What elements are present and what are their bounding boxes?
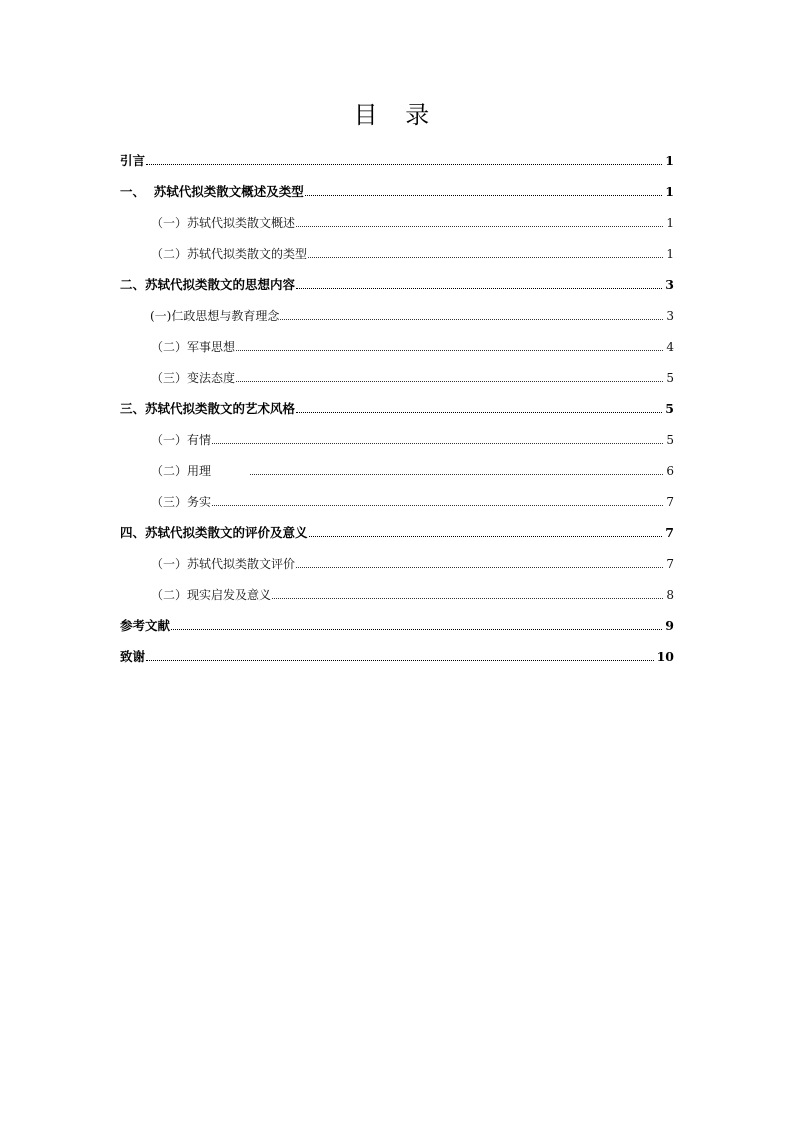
- toc-leader-dots: [296, 567, 663, 568]
- toc-entry-label: （二）军事思想: [151, 340, 236, 354]
- toc-entry-label: (一)仁政思想与教育理念: [150, 309, 280, 323]
- toc-entry-chapter-1[interactable]: [120, 170, 674, 201]
- toc-entry-page: 5: [666, 371, 674, 385]
- toc-leader-dots: [146, 660, 654, 661]
- toc-entry-label: （一）苏轼代拟类散文评价: [151, 557, 296, 571]
- toc-leader-dots: [250, 474, 663, 475]
- toc-leader-dots: [212, 443, 663, 444]
- toc-entry-section-2-1[interactable]: [120, 294, 674, 325]
- toc-entry-page: 1: [666, 247, 674, 261]
- toc-entry-section-2-2[interactable]: [120, 325, 674, 356]
- table-of-contents: [120, 139, 674, 666]
- toc-leader-dots: [305, 195, 663, 196]
- toc-entry-label: 二、苏轼代拟类散文的思想内容: [120, 277, 296, 292]
- toc-entry-page: 6: [666, 464, 674, 478]
- toc-entry-page: 1: [665, 153, 674, 168]
- toc-entry-label: 参考文献: [120, 618, 171, 633]
- toc-entry-label: 四、苏轼代拟类散文的评价及意义: [120, 525, 308, 540]
- toc-entry-page: 1: [665, 184, 674, 199]
- toc-entry-label: 引言: [120, 153, 146, 168]
- toc-entry-page: 7: [665, 525, 674, 540]
- toc-leader-dots: [212, 505, 663, 506]
- toc-entry-label: （一）有情: [151, 433, 212, 447]
- toc-entry-chapter-2[interactable]: [120, 263, 674, 294]
- toc-entry-page: 3: [666, 309, 674, 323]
- toc-entry-page: 4: [666, 340, 674, 354]
- toc-entry-page: 9: [665, 618, 674, 633]
- toc-entry-chapter-3[interactable]: [120, 387, 674, 418]
- toc-entry-label: 三、苏轼代拟类散文的艺术风格: [120, 401, 296, 416]
- toc-entry-page: 8: [666, 588, 674, 602]
- page-title: 目 录: [353, 101, 440, 129]
- toc-entry-label: （三）务实: [151, 495, 212, 509]
- toc-entry-label: （二）用理: [151, 464, 212, 478]
- toc-entry-references[interactable]: [120, 604, 674, 635]
- toc-leader-dots: [272, 598, 663, 599]
- toc-entry-label: （一）苏轼代拟类散文概述: [151, 216, 296, 230]
- toc-entry-introduction[interactable]: [120, 139, 674, 170]
- toc-leader-dots: [296, 412, 662, 413]
- toc-entry-label: 一、 苏轼代拟类散文概述及类型: [120, 184, 304, 199]
- toc-leader-dots: [309, 536, 663, 537]
- toc-entry-section-2-3[interactable]: [120, 356, 674, 387]
- toc-leader-dots: [296, 288, 662, 289]
- toc-entry-page: 3: [665, 277, 674, 292]
- toc-leader-dots: [236, 350, 663, 351]
- toc-entry-label: （二）现实启发及意义: [151, 588, 272, 602]
- toc-entry-section-1-1[interactable]: [120, 201, 674, 232]
- toc-entry-section-3-2[interactable]: [120, 449, 674, 480]
- toc-entry-page: 1: [666, 216, 674, 230]
- toc-leader-dots: [296, 226, 663, 227]
- toc-entry-section-3-1[interactable]: [120, 418, 674, 449]
- toc-leader-dots: [308, 257, 663, 258]
- toc-leader-dots: [171, 629, 662, 630]
- toc-entry-page: 5: [666, 433, 674, 447]
- toc-entry-chapter-4[interactable]: [120, 511, 674, 542]
- toc-leader-dots: [236, 381, 663, 382]
- toc-entry-section-1-2[interactable]: [120, 232, 674, 263]
- toc-leader-dots: [146, 164, 662, 165]
- toc-entry-page: 10: [656, 649, 674, 664]
- toc-entry-section-4-2[interactable]: [120, 573, 674, 604]
- toc-entry-label: 致谢: [120, 649, 146, 664]
- toc-entry-page: 7: [666, 495, 674, 509]
- toc-entry-section-4-1[interactable]: [120, 542, 674, 573]
- toc-entry-acknowledgements[interactable]: [120, 635, 674, 666]
- toc-leader-dots: [280, 319, 663, 320]
- toc-entry-label: （三）变法态度: [151, 371, 236, 385]
- toc-entry-section-3-3[interactable]: [120, 480, 674, 511]
- toc-entry-label: （二）苏轼代拟类散文的类型: [151, 247, 308, 261]
- toc-entry-page: 7: [666, 557, 674, 571]
- toc-entry-page: 5: [665, 401, 674, 416]
